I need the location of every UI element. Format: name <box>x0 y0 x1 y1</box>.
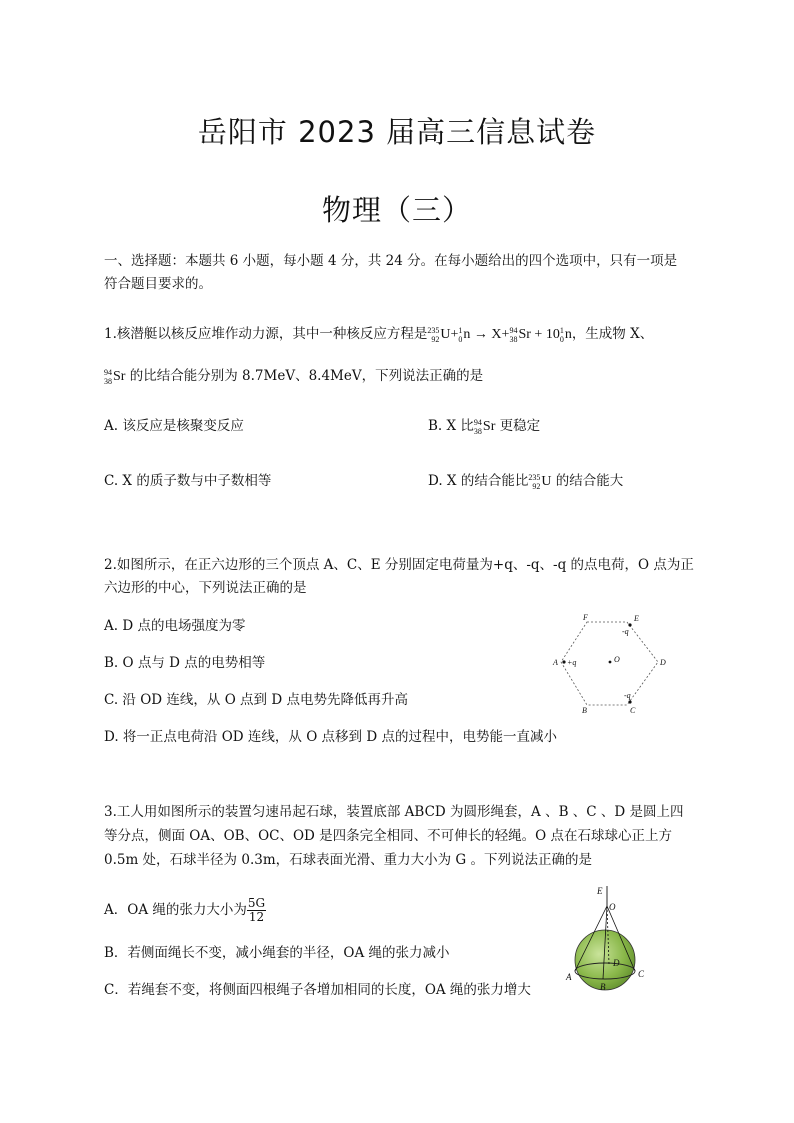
q2-stem-line1: 2.如图所示，在正六边形的三个顶点 A、C、E 分别固定电荷量为+q、-q、-q 的点电荷，O 点为正 <box>104 557 694 573</box>
q1-option-a: A. 该反应是核聚变反应 <box>104 418 244 434</box>
q1-option-c: C. X 的质子数与中子数相等 <box>104 473 272 489</box>
page-title: 岳阳市 2023 届高三信息试卷 <box>197 115 597 149</box>
q1-prefix: 1.核潜艇以核反应堆作动力源，其中一种核反应方程是 <box>104 326 428 342</box>
q1-option-b: B. X 比 94 38 Sr 更稳定 <box>428 417 541 436</box>
q2-option-b: B. O 点与 D 点的电势相等 <box>104 655 266 671</box>
q3-option-b: B．若侧面绳长不变，减小绳套的半径，OA 绳的张力减小 <box>104 945 450 961</box>
label-e: E <box>634 614 639 623</box>
q3-option-c: C．若绳套不变，将侧面四根绳子各增加相同的长度，OA 绳的张力增大 <box>104 982 531 998</box>
charge-a-dot <box>562 660 565 663</box>
q1-equation: 235 92 U+ 1 0 n → X+ 94 38 Sr + 10 1 0 n <box>427 325 572 344</box>
label-f: F <box>583 613 588 622</box>
q3-stem-line2: 等分点，侧面 OA、OB、OC、OD 是四条完全相同、不可伸长的轻绳。O 点在石球球心正上方 <box>104 828 673 844</box>
label-e: E <box>597 886 603 896</box>
label-c: C <box>638 969 645 979</box>
charge-e-label: -q <box>622 627 629 636</box>
section-instructions-line1: 一、选择题：本题共 6 小题，每小题 4 分，共 24 分。在每小题给出的四个选项中，只有一项是 <box>104 253 678 269</box>
q1-stem-line2: 94 38 Sr 的比结合能分别为 8.7MeV、8.4MeV，下列说法正确的是 <box>104 367 484 386</box>
charge-c-label: -q <box>624 691 631 700</box>
label-c: C <box>630 706 636 715</box>
q2-stem-line2: 六边形的中心，下列说法正确的是 <box>104 580 307 596</box>
q1-option-d: D. X 的结合能比 235 92 U 的结合能大 <box>428 472 624 491</box>
q1-suffix: ，生成物 X、 <box>571 326 654 342</box>
stone-ball-figure <box>565 880 650 995</box>
label-o: O <box>614 655 620 664</box>
label-b: B <box>600 982 606 992</box>
hexagon-figure <box>548 610 673 720</box>
center-o-dot <box>609 661 612 664</box>
charge-c-dot <box>628 700 631 703</box>
label-d: D <box>613 958 620 968</box>
label-o: O <box>609 902 616 912</box>
label-a: A <box>553 658 558 667</box>
q1-stem-line1 <box>104 322 653 347</box>
label-d: D <box>660 658 666 667</box>
q2-option-d: D. 将一正点电荷沿 OD 连线，从 O 点移到 D 点的过程中，电势能一直减小 <box>104 729 557 745</box>
q3-stem-line1: 3.工人用如图所示的装置匀速吊起石球，装置底部 ABCD 为圆形绳套，A 、B 、C 、D 是圆上四 <box>104 804 684 820</box>
q3-stem-line3: 0.5m 处，石球半径为 0.3m，石球表面光滑、重力大小为 G 。下列说法正确的是 <box>104 852 592 868</box>
fraction-5g-12: $\frac{5G}{12}$ <box>247 896 266 924</box>
charge-e-dot <box>628 623 631 626</box>
q3-option-a: A．OA 绳的张力大小为 $\frac{5G}{12}$ <box>104 896 266 924</box>
label-a: A <box>566 972 572 982</box>
label-b: B <box>582 706 587 715</box>
q2-option-a: A. D 点的电场强度为零 <box>104 618 246 634</box>
page-subtitle: 物理（三） <box>321 193 472 227</box>
sr-nuclide: 94 38 Sr <box>104 367 126 386</box>
charge-a-label: +q <box>567 658 577 667</box>
section-instructions-line2: 符合题目要求的。 <box>104 276 212 292</box>
q2-option-c: C. 沿 OD 连线，从 O 点到 D 点电势先降低再升高 <box>104 692 408 708</box>
